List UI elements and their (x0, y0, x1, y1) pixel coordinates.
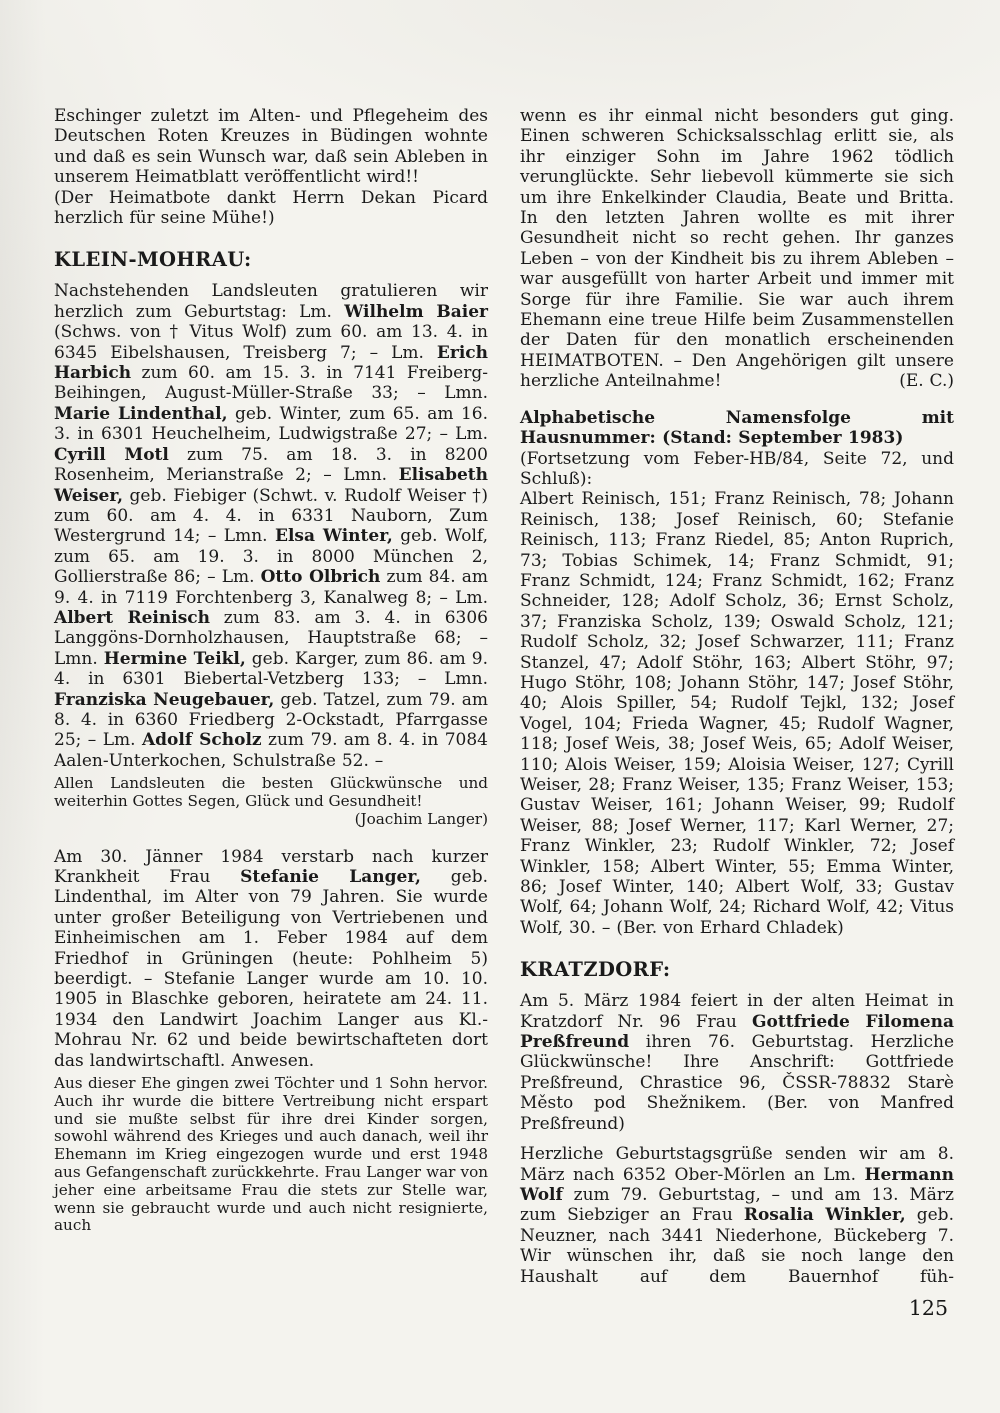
paragraph-march-birthdays: Herzliche Geburtstagsgrüße senden wir am 8. März nach 6352 Ober-Mörlen an Lm. Hermann Wolf zum 79. Geburtstag, – und am 13. März zum Siebziger an Frau Rosalia Winkler, geb. Neuzner, nach 3441 Niederhone, Bückeberg 7. Wir wünschen ihr, daß sie noch lange den Haushalt auf dem Bauernhof füh- (520, 1144, 954, 1287)
section-heading-klein-mohrau: KLEIN-MOHRAU: (54, 248, 252, 272)
paragraph-namelist-subtitle: (Fortsetzung vom Feber-HB/84, Seite 72, und Schluß): (520, 448, 954, 489)
section-heading-kratzdorf: KRATZDORF: (520, 958, 671, 982)
paragraph-obituary-stefanie-langer: Am 30. Jänner 1984 verstarb nach kurzer Krankheit Frau Stefanie Langer, geb. Lindenthal, im Alter von 79 Jahren. Sie wurde unter großer Beteiligung von Vertriebenen und Einheimischen am 1. Feber 1984 auf dem Friedhof in Grüningen (heute: Pohlheim 5) beerdigt. – Stefanie Langer wurde am 10. 10. 1905 in Blaschke geboren, heiratete am 24. 11. 1934 den Landwirt Joachim Langer aus Kl.-Mohrau Nr. 62 und beide bewirtschafteten dort das landwirtschaftl. Anwesen. (54, 846, 488, 1071)
paragraph-congratulations: Allen Landsleuten die besten Glückwünsche und weiterhin Gottes Segen, Glück und Gesundheit! (54, 774, 488, 810)
paragraph-birthday-list: Nachstehenden Landsleuten gratulieren wir herzlich zum Geburtstag: Lm. Wilhelm Baier (Schws. von † Vitus Wolf) zum 60. am 13. 4. in 6345 Eibelshausen, Treisberg 7; – Lm. Erich Harbich zum 60. am 15. 3. in 7141 Freiberg-Beihingen, August-Müller-Straße 33; – Lmn. Marie Lindenthal, geb. Winter, zum 65. am 16. 3. in 6301 Heuchelheim, Ludwigstraße 27; – Lm. Cyrill Motl zum 75. am 18. 3. in 8200 Rosenheim, Merianstraße 2; – Lmn. Elisabeth Weiser, geb. Fiebiger (Schwt. v. Rudolf Weiser †) zum 60. am 4. 4. in 6331 Nauborn, Zum Westergrund 14; – Lmn. Elsa Winter, geb. Wolf, zum 65. am 19. 3. in 8000 München 2, Gollierstraße 86; – Lm. Otto Olbrich zum 84. am 9. 4. in 7119 Forchtenberg 3, Kanalweg 8; – Lm. Albert Reinisch zum 83. am 3. 4. in 6306 Langgöns-Dornholzhausen, Hauptstraße 68; – Lmn. Hermine Teikl, geb. Karger, zum 86. am 9. 4. in 6301 Biebertal-Vetzberg 133; – Lmn. Franziska Neugebauer, geb. Tatzel, zum 79. am 8. 4. in 6360 Friedberg 2-Ockstadt, Pfarrgasse 25; – Lm. Adolf Scholz zum 79. am 8. 4. in 7084 Aalen-Unterkochen, Schulstraße 52. – (54, 281, 489, 771)
right-column (520, 106, 954, 1287)
signature-joachim-langer: (Joachim Langer) (354, 809, 488, 828)
left-column (54, 106, 488, 1287)
paragraph-eschinger-continuation: Eschinger zuletzt im Alten- und Pflegeheim des Deutschen Roten Kreuzes in Büdingen wohnte und daß es sein Wunsch war, daß sein Ableben in unserem Heimatblatt veröffentlicht wird!! (54, 106, 488, 188)
two-column-layout (54, 106, 954, 1287)
page-number: 125 (908, 1296, 948, 1320)
paragraph-obituary-continued: wenn es ihr einmal nicht besonders gut ging. Einen schweren Schicksalsschlag erlitt sie, als ihr einziger Sohn im Jahre 1962 tödlich verunglückte. Sehr liebevoll kümmerte sie sich um ihre Enkelkinder Claudia, Beate und Britta. In den letzten Jahren wollte es mit ihrer Gesundheit nicht so recht gehen. Ihr ganzes Leben – von der Kindheit bis zu ihrem Ableben – war ausgefüllt von harter Arbeit und immer mit Sorge für ihre Familie. Sie war auch ihrem Ehemann eine treue Hilfe beim Zusammenstellen der Daten für den monatlich erscheinenden HEIMATBOTEN. – Den Angehörigen gilt unsere herzliche Anteilnahme! (E. C.) (520, 106, 954, 392)
paragraph-obituary-continuation: Aus dieser Ehe gingen zwei Töchter und 1 Sohn hervor. Auch ihr wurde die bittere Vertreibung nicht erspart und sie mußte selbst für ihre drei Kinder sorgen, sowohl während des Krieges und auch danach, weil ihr Ehemann im Krieg eingezogen wurde und erst 1948 aus Gefangenschaft zurückkehrte. Frau Langer war von jeher eine arbeitsame Frau die stets zur Stelle war, wenn sie gebraucht wurde und auch nicht resignierte, auch (54, 1074, 488, 1235)
paragraph-kratzdorf-birthday: Am 5. März 1984 feiert in der alten Heimat in Kratzdorf Nr. 96 Frau Gottfriede Filomena Preßfreund ihren 76. Geburtstag. Herzliche Glückwünsche! Ihre Anschrift: Gottfriede Preßfreund, Chrastice 96, ČSSR-78832 Starè Město pod Shežnikem. (Ber. von Manfred Preßfreund) (520, 991, 954, 1134)
paragraph-heimatbote-thanks: (Der Heimatbote dankt Herrn Dekan Picard herzlich für seine Mühe!) (54, 187, 488, 229)
paragraph-namelist-title: Alphabetische Namensfolge mit Hausnummer: (Stand: September 1983) (520, 407, 954, 449)
paragraph-house-number-list: Albert Reinisch, 151; Franz Reinisch, 78; Johann Reinisch, 138; Josef Reinisch, 60; Stefanie Reinisch, 113; Franz Riedel, 85; Anton Ruprich, 73; Tobias Schimek, 14; Franz Schmidt, 91; Franz Schmidt, 124; Franz Schmidt, 162; Franz Schneider, 128; Adolf Scholz, 36; Ernst Scholz, 37; Franziska Scholz, 139; Oswald Scholz, 121; Rudolf Scholz, 32; Josef Schwarzer, 111; Franz Stanzel, 47; Adolf Stöhr, 163; Albert Stöhr, 97; Hugo Stöhr, 108; Johann Stöhr, 147; Josef Stöhr, 40; Alois Spiller, 54; Rudolf Tejkl, 132; Josef Vogel, 104; Frieda Wagner, 45; Rudolf Wagner, 118; Josef Weis, 38; Josef Weis, 65; Adolf Weiser, 110; Alois Weiser, 159; Aloisia Weiser, 127; Cyrill Weiser, 28; Franz Weiser, 135; Franz Weiser, 153; Gustav Weiser, 161; Johann Weiser, 99; Rudolf Weiser, 88; Josef Werner, 117; Karl Werner, 27; Franz Winkler, 23; Rudolf Winkler, 72; Josef Winkler, 158; Albert Winter, 55; Emma Winter, 86; Josef Winter, 140; Albert Wolf, 33; Gustav Wolf, 64; Johann Wolf, 24; Richard Wolf, 42; Vitus Wolf, 30. – (Ber. von Erhard Chladek) (520, 489, 954, 938)
